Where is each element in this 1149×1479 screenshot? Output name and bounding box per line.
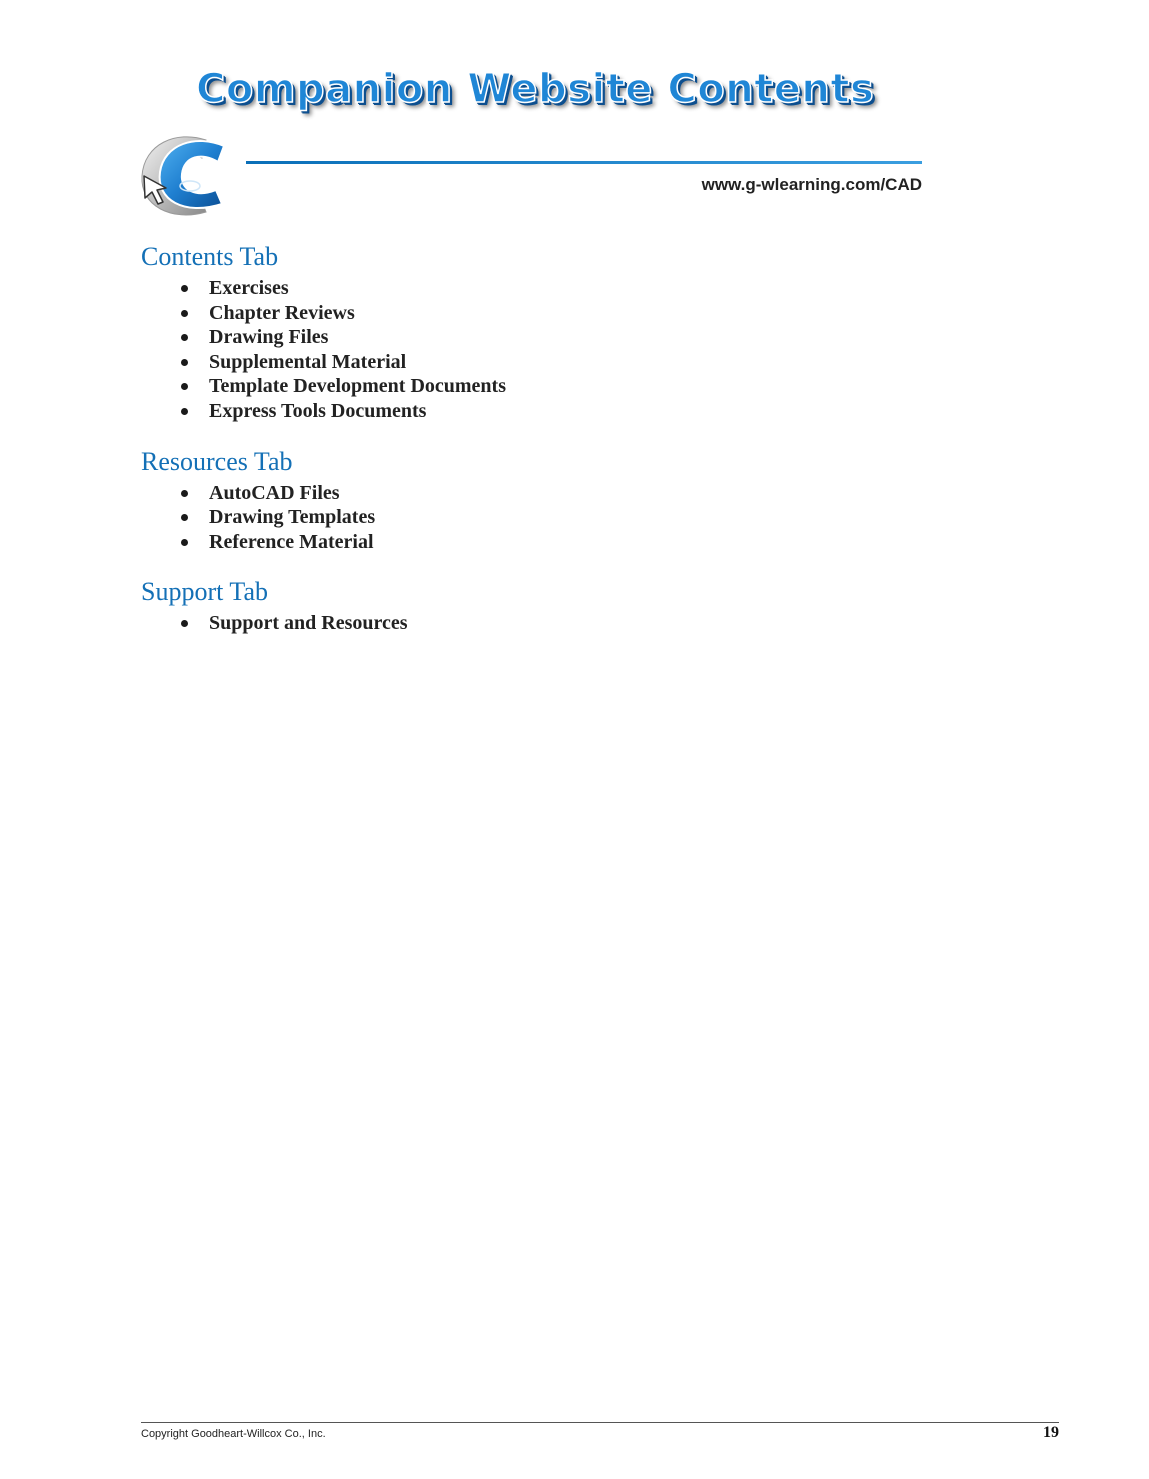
section-heading: Contents Tab [141, 242, 279, 271]
section-heading: Resources Tab [141, 446, 293, 476]
bullet-icon [181, 310, 188, 317]
section-contents-tab [141, 240, 941, 424]
page-number: 19 [1043, 1424, 1059, 1441]
section-list [141, 481, 941, 555]
footer-rule [141, 1422, 1059, 1423]
list-item-label: Supplemental Material [209, 350, 407, 373]
list-item-label: Support and Resources [209, 612, 408, 635]
companion-logo-icon [136, 132, 236, 218]
list-item-label: AutoCAD Files [209, 481, 340, 504]
bullet-icon [181, 620, 188, 627]
header-rule [246, 161, 922, 164]
website-url: www.g-wlearning.com/CAD [701, 175, 922, 194]
list-item-label: Chapter Reviews [209, 301, 355, 324]
list-item-label: Template Development Documents [209, 375, 507, 398]
bullet-icon [181, 334, 188, 341]
bullet-icon [181, 539, 188, 546]
bullet-icon [181, 359, 188, 366]
list-item-label: Drawing Files [209, 326, 329, 349]
section-support-tab [141, 575, 941, 636]
bullet-icon [181, 514, 188, 521]
bullet-icon [181, 383, 188, 390]
list-item-label: Drawing Templates [209, 506, 376, 529]
list-item [141, 276, 941, 301]
list-item [141, 611, 941, 636]
list-item-label: Exercises [209, 277, 289, 299]
bullet-icon [181, 285, 188, 292]
list-item-label: Express Tools Documents [209, 399, 427, 422]
list-item [141, 325, 941, 350]
list-item [141, 374, 941, 399]
list-item [141, 481, 941, 506]
list-item [141, 505, 941, 530]
section-list [141, 611, 941, 636]
section-heading: Support Tab [141, 577, 268, 607]
bullet-icon [181, 408, 188, 415]
list-item [141, 301, 941, 326]
section-list [141, 276, 941, 424]
contents-sections [141, 240, 941, 657]
section-resources-tab [141, 445, 941, 555]
list-item [141, 399, 941, 424]
list-item-label: Reference Material [209, 530, 374, 553]
page-title: Companion Website Contents [196, 66, 875, 112]
list-item [141, 530, 941, 555]
list-item [141, 350, 941, 375]
copyright-notice: Copyright Goodheart-Willcox Co., Inc. [141, 1428, 326, 1440]
bullet-icon [181, 490, 188, 497]
